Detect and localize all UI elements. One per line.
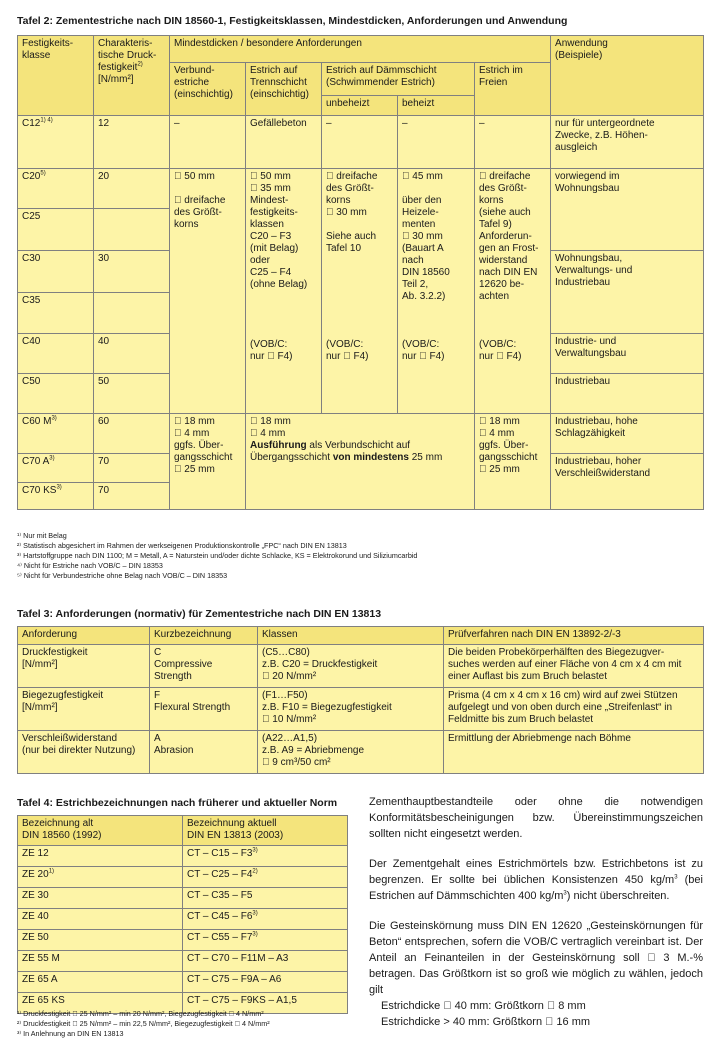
footnote: ¹⁾ Druckfestigkeit   25 N/mm² – min 20 N/mm², Biegezugfestigkeit   4 N/mm² (17, 1009, 264, 1018)
cell-unbeheizt-mid:   dreifache des Größt- korns   30 mm Siehe auch Tafel 10 (VOB/C: nur   F4) (322, 169, 398, 414)
table3 (17, 626, 704, 774)
cell-anwendung: vorwiegend im Wohnungsbau (551, 169, 704, 251)
cell-anforderung: Verschleißwiderstand (nur bei direkter Nutzung) (18, 731, 150, 774)
row-klasse: C25 (18, 209, 94, 251)
row-druck: 20 (94, 169, 170, 209)
cell-anwendung: Industriebau, hohe Schlagzähigkeit (551, 414, 704, 454)
row-klasse: C60 $M^{3)}$ (18, 414, 94, 454)
table2-footnotes (17, 531, 417, 581)
cell-anwendung: Wohnungsbau, Verwaltungs- und Industriebau (551, 251, 704, 334)
cell-pruefverfahren: Ermittlung der Abriebmenge nach Böhme (444, 731, 704, 774)
cell-alt: ZE 65 KS (18, 993, 183, 1014)
cell-alt: ZE 30 (18, 888, 183, 909)
vob-note: (VOB/C: nur   F4) (402, 339, 445, 362)
body-text (369, 794, 703, 1030)
row-klasse: C50 (18, 374, 94, 414)
row-klasse: C40 (18, 334, 94, 374)
footnote: ³⁾ In Anlehnung an DIN EN 13813 (17, 1029, 124, 1038)
rule-line: Estrichdicke > 40 mm: Größtkorn   16 mm (381, 1016, 591, 1028)
cell-trenn-mid:   50 mm   35 mm Mindest- festigkeits- klassen C20 – F3 (mit Belag) oder C25 – F4 (ohne Belag) (VOB/C: nur   F4) (246, 169, 322, 414)
cell-kurzbezeichnung: C Compressive Strength (150, 645, 258, 688)
cell-freien: – (475, 116, 551, 169)
header-bezeichnung-alt: Bezeichnung alt DIN 18560 (1992) (18, 816, 183, 846)
cell-verbund-high:   18 mm   4 mm ggfs. Über- gangsschicht   25 mm (170, 414, 246, 510)
cell-anwendung: Industrie- und Verwaltungsbau (551, 334, 704, 374)
footnote: ²⁾ Druckfestigkeit   25 N/mm² – min 22,5 N/mm², Biegezugfestigkeit   4 N/mm² (17, 1019, 270, 1028)
cell-alt: ZE 55 M (18, 951, 183, 972)
cell-kurzbezeichnung: F Flexural Strength (150, 688, 258, 731)
vob-note: (VOB/C: nur   F4) (326, 339, 369, 362)
cell-anwendung: Industriebau, hoher Verschleißwiderstand (551, 454, 704, 510)
cell-unbeheizt: – (322, 116, 398, 169)
footnote: ⁴⁾ Nicht für Estriche nach VOB/C – DIN 18353 (17, 561, 163, 570)
cell-freien-mid:   dreifache des Größt- korns (siehe auch Tafel 9) Anforderun- gen an Frost- widerstand nach DIN EN 12620 be- achten (VOB/C: nur   F4) (475, 169, 551, 414)
header-trennschicht: Estrich auf Trennschicht (einschichtig) (246, 63, 322, 116)
cell-kurzbezeichnung: A Abrasion (150, 731, 258, 774)
row-druck: 70 (94, 454, 170, 483)
header-pruefverfahren: Prüfverfahren nach DIN EN 13892-2/-3 (444, 627, 704, 645)
paragraph: Die Gesteinskörnung muss DIN EN 12620 „Gesteinskörnungen für Beton“ entsprechen, sofern die VOB/C vertraglich vereinbart ist. Der Anteil an Feinanteilen in der Gesteinskörnung soll   3 M.-% betragen. Das Größtkorn ist so groß wie möglich zu wählen, jedoch gilt (369, 920, 703, 996)
row-druck (94, 293, 170, 334)
row-klasse: C30 (18, 251, 94, 293)
cell-aktuell: CT – C45 – F6$^{3)}$ (183, 909, 348, 930)
cell-aktuell: CT – C35 – F5 (183, 888, 348, 909)
cell-aktuell: CT – C75 – F9KS – A1,5 (183, 993, 348, 1014)
cell-klassen: (F1…F50) z.B. F10 = Biegezugfestigkeit   10 N/mm² (258, 688, 444, 731)
cell-alt: ZE 65 A (18, 972, 183, 993)
cell-anforderung: Biegezugfestigkeit [N/mm²] (18, 688, 150, 731)
row-klasse: C70 $A^{3)}$ (18, 454, 94, 483)
cell-pruefverfahren: Die beiden Probekörperhälften des Biegezugver- suches werden auf einer Fläche von 4 cm x 4 cm mit einer Auflast bis zum Bruch belastet (444, 645, 704, 688)
row-druck: 40 (94, 334, 170, 374)
row-klasse: C35 (18, 293, 94, 334)
header-anforderung: Anforderung (18, 627, 150, 645)
row-klasse: C20$^{5)}$ (18, 169, 94, 209)
header-mindestdicken: Mindestdicken / besondere Anforderungen (170, 36, 551, 63)
cell-anwendung: nur für untergeordnete Zwecke, z.B. Höhen- ausgleich (551, 116, 704, 169)
header-druckfestigkeit: Charakteris- tische Druck- festigkeit$^{2)}$ [N/mm²] (94, 36, 170, 116)
cell-anwendung: Industriebau (551, 374, 704, 414)
cell-trenn-daemm-high:   18 mm   4 mm Ausführung als Verbundschicht auf Übergangsschicht von mindestens 25 mm (246, 414, 475, 510)
cell-klassen: (C5…C80) z.B. C20 = Druckfestigkeit   20 N/mm² (258, 645, 444, 688)
row-klasse: $C12^{1) 4)}$ (18, 116, 94, 169)
cell-anforderung: Druckfestigkeit [N/mm²] (18, 645, 150, 688)
cell-trenn: Gefällebeton (246, 116, 322, 169)
header-verbundestriche: Verbund- estriche (einschichtig) (170, 63, 246, 116)
header-festigkeitsklasse: Festigkeits- klasse (18, 36, 94, 116)
header-im-freien: Estrich im Freien (475, 63, 551, 116)
cell-aktuell: CT – C15 – F3$^{3)}$ (183, 846, 348, 867)
table3-title: Tafel 3: Anforderungen (normativ) für Zementestriche nach DIN EN 13813 (17, 608, 382, 620)
table4-footnotes (17, 1009, 270, 1039)
row-klasse: C70 KS$^{3)}$ (18, 483, 94, 510)
footnote: ²⁾ Statistisch abgesichert im Rahmen der werkseigenen Produktionskontrolle „FPC“ nach DIN EN 13813 (17, 541, 347, 550)
cell-klassen: (A22…A1,5) z.B. A9 = Abriebmenge   9 cm³/50 cm² (258, 731, 444, 774)
header-kurzbezeichnung: Kurzbezeichnung (150, 627, 258, 645)
header-anwendung: Anwendung (Beispiele) (551, 36, 704, 116)
vob-note: (VOB/C: nur   F4) (479, 339, 522, 362)
cell-alt: ZE 40 (18, 909, 183, 930)
row-druck: 30 (94, 251, 170, 293)
row-druck: 12 (94, 116, 170, 169)
cell-beheizt: – (398, 116, 475, 169)
header-daemmschicht: Estrich auf Dämmschicht (Schwimmender Estrich) (322, 63, 475, 96)
cell-freien-high:   18 mm   4 mm ggfs. Über- gangsschicht   25 mm (475, 414, 551, 510)
header-beheizt: beheizt (398, 96, 475, 116)
row-druck: 70 (94, 483, 170, 510)
cell-verbund: – (170, 116, 246, 169)
cell-beheizt-mid:   45 mm über den Heizele- menten   30 mm (Bauart A nach DIN 18560 Teil 2, Ab. 3.2.2) (VOB/C: nur   F4) (398, 169, 475, 414)
cell-alt: ZE 20$^{1)}$ (18, 867, 183, 888)
table2 (17, 35, 704, 510)
cell-aktuell: CT – C75 – F9A – A6 (183, 972, 348, 993)
cell-aktuell: CT – C25 – F4$^{2)}$ (183, 867, 348, 888)
row-druck: 60 (94, 414, 170, 454)
header-bezeichnung-aktuell: Bezeichnung aktuell DIN EN 13813 (2003) (183, 816, 348, 846)
paragraph: Der Zementgehalt eines Estrichmörtels bzw. Estrichbetons ist zu begrenzen. Er sollte bei üblichen Konsistenzen 450 $kg/m^3$ (bei Estrichen auf Dämmschichten 400 $kg/m^3$) nicht überschreiten. (369, 858, 703, 902)
header-unbeheizt: unbeheizt (322, 96, 398, 116)
header-klassen: Klassen (258, 627, 444, 645)
row-druck: 50 (94, 374, 170, 414)
rule-line: Estrichdicke   40 mm: Größtkorn   8 mm (381, 1000, 586, 1012)
table4-title: Tafel 4: Estrichbezeichnungen nach früherer und aktueller Norm (17, 797, 338, 809)
paragraph: Zementhauptbestandteile oder ohne die notwendigen Konformitätsbescheinigungen bzw. Übereinstimmungszeichen sollten nicht eingesetzt werden. (369, 796, 703, 840)
cell-alt: ZE 12 (18, 846, 183, 867)
vob-note: (VOB/C: nur   F4) (250, 339, 293, 362)
cell-aktuell: CT – C70 – F11M – A3 (183, 951, 348, 972)
cell-aktuell: CT – C55 – F7$^{3)}$ (183, 930, 348, 951)
cell-pruefverfahren: Prisma (4 cm x 4 cm x 16 cm) wird auf zwei Stützen aufgelegt und von oben durch eine „Streifenlast“ in Feldmitte bis zum Bruch belastet (444, 688, 704, 731)
cell-verbund-mid:   50 mm   dreifache des Größt- korns (170, 169, 246, 414)
footnote: ³⁾ Hartstoffgruppe nach DIN 1100; M = Metall, A = Naturstein und/oder dichte Schlacke, KS = Elektrokorund und Siliziumcarbid (17, 551, 418, 560)
table2-title: Tafel 2: Zementestriche nach DIN 18560-1, Festigkeitsklassen, Mindestdicken, Anforderungen und Anwendung (17, 15, 568, 27)
table4 (17, 815, 348, 1014)
footnote: ¹⁾ Nur mit Belag (17, 531, 67, 540)
footnote: ⁵⁾ Nicht für Verbundestriche ohne Belag nach VOB/C – DIN 18353 (17, 571, 228, 580)
cell-alt: ZE 50 (18, 930, 183, 951)
row-druck (94, 209, 170, 251)
